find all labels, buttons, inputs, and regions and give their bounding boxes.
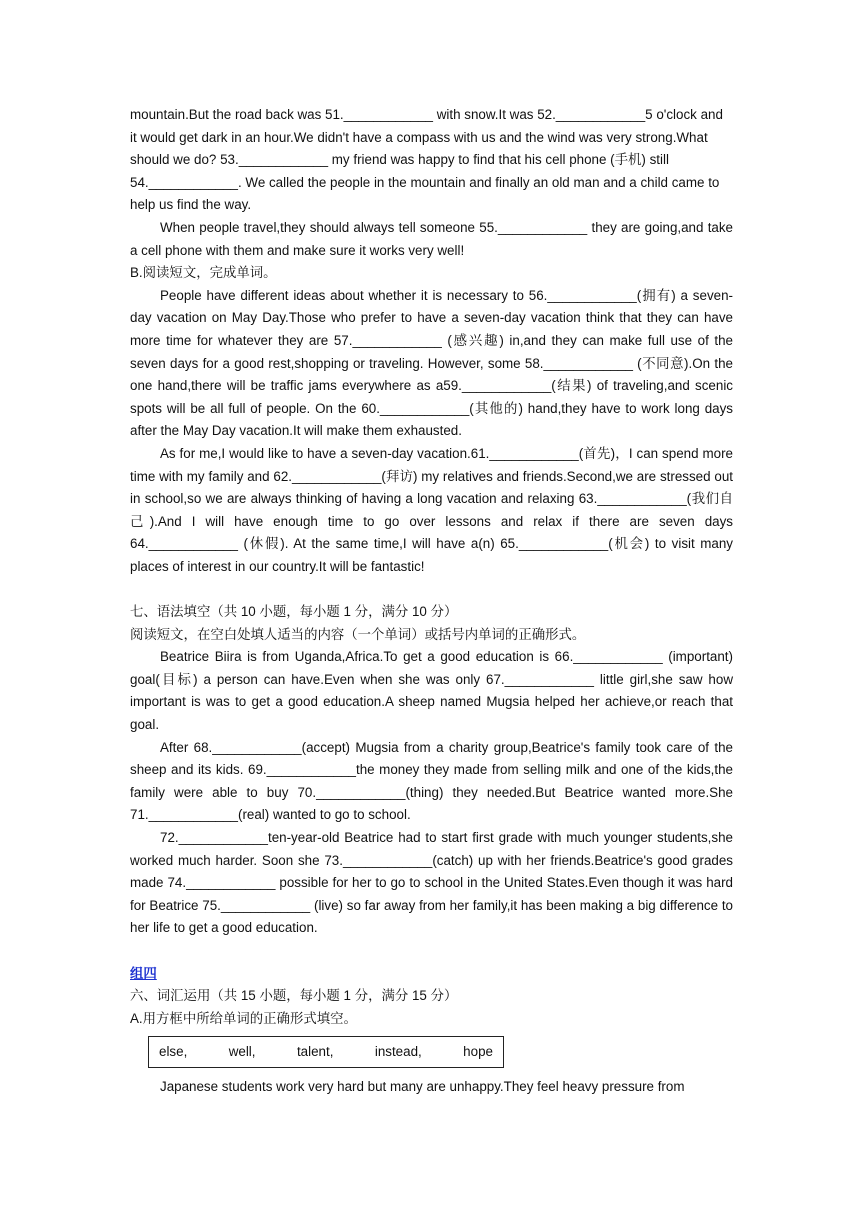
passage-b-paragraph-2: As for me,I would like to have a seven-day vacation.61.____________(首先)，I can spend more time with my family and 62.____________(拜访) my relatives and friends.Second,we are stressed out in school,so we are always thinking of having a long vacation and relaxing 63.____________(我们自己).And I will have enough time to go over lessons and relax if there are seven days 64.____________ (休假). At the same time,I will have a(n) 65.____________(机会) to visit many places of interest in our country.It will be fantastic! — [130, 445, 733, 574]
group-4-link[interactable]: 组四 — [130, 965, 157, 981]
section-7-paragraph-2: After 68.____________(accept) Mugsia from a charity group,Beatrice's family took care of the sheep and its kids. 69.____________the money they made from selling milk and one of the kids,the family were able to buy 70.____________(thing) they needed.But Beatrice wanted more.She 71.____________(real) wanted to go to school. — [130, 739, 733, 823]
passage-a-paragraph-2: When people travel,they should always tell someone 55.____________ they are going,and take a cell phone with them and make sure it works very well! — [130, 219, 733, 258]
group-4-heading: 六、词汇运用（共 15 小题，每小题 1 分，满分 15 分） — [130, 988, 458, 1004]
section-7-paragraph-1: Beatrice Biira is from Uganda,Africa.To get a good education is 66.____________ (important) goal(目标) a person can have.Even when she was only 67.____________ little girl,she saw how important is was to get a good education.A sheep named Mugsia helped her achieve,or reach that goal. — [130, 649, 733, 733]
word-box-item: else, — [159, 1044, 188, 1060]
group-4-instruction: A.用方框中所给单词的正确形式填空。 — [130, 1010, 357, 1026]
word-box-item: hope — [463, 1044, 493, 1060]
word-box-item: well, — [228, 1044, 256, 1060]
section-7-heading: 七、语法填空（共 10 小题，每小题 1 分，满分 10 分） — [130, 604, 458, 620]
spacer — [130, 578, 733, 601]
section-b-title: B.阅读短文，完成单词。 — [130, 265, 277, 281]
section-7-paragraph-3: 72.____________ten-year-old Beatrice had to start first grade with much younger students,she worked much harder. Soon she 73.____________(catch) up with her friends.Beatrice's good grades made 74.____________ possible for her to go to school in the United States.Even though it was hard for Beatrice 75.____________ (live) so far away from her family,it has been making a big difference to her life to get a good education. — [130, 830, 733, 936]
section-7-instruction: 阅读短文，在空白处填人适当的内容（一个单词）或括号内单词的正确形式。 — [130, 626, 586, 642]
word-box-item: instead, — [374, 1044, 422, 1060]
word-box-item: talent, — [296, 1044, 334, 1060]
document-body — [130, 104, 733, 1099]
group-4-paragraph-1: Japanese students work very hard but many are unhappy.They feel heavy pressure from — [160, 1079, 685, 1095]
spacer — [130, 940, 733, 963]
word-box — [148, 1036, 504, 1068]
passage-a-paragraph-1: mountain.But the road back was 51.____________ with snow.It was 52.____________5 o'clock and it would get dark in an hour.We didn't have a compass with us and the wind was very strong.What should we do? 53.____________ my friend was happy to find that his cell phone (手机) still 54.____________. We called the people in the mountain and finally an old man and a child came to help us find the way. — [130, 107, 723, 213]
passage-b-paragraph-1: People have different ideas about whether it is necessary to 56.____________(拥有) a seven-day vacation on May Day.Those who prefer to have a seven-day vacation think that they can have more time for whatever they are 57.____________ (感兴趣) in,and they can make full use of the seven days for a good rest,shopping or traveling. However, some 58.____________ (不同意).On the one hand,there will be traffic jams everywhere as a59.____________(结果) of traveling,and scenic spots will be all full of people. On the 60.____________(其他的) hand,they have to work long days after the May Day vacation.It will make them exhausted. — [130, 287, 733, 439]
